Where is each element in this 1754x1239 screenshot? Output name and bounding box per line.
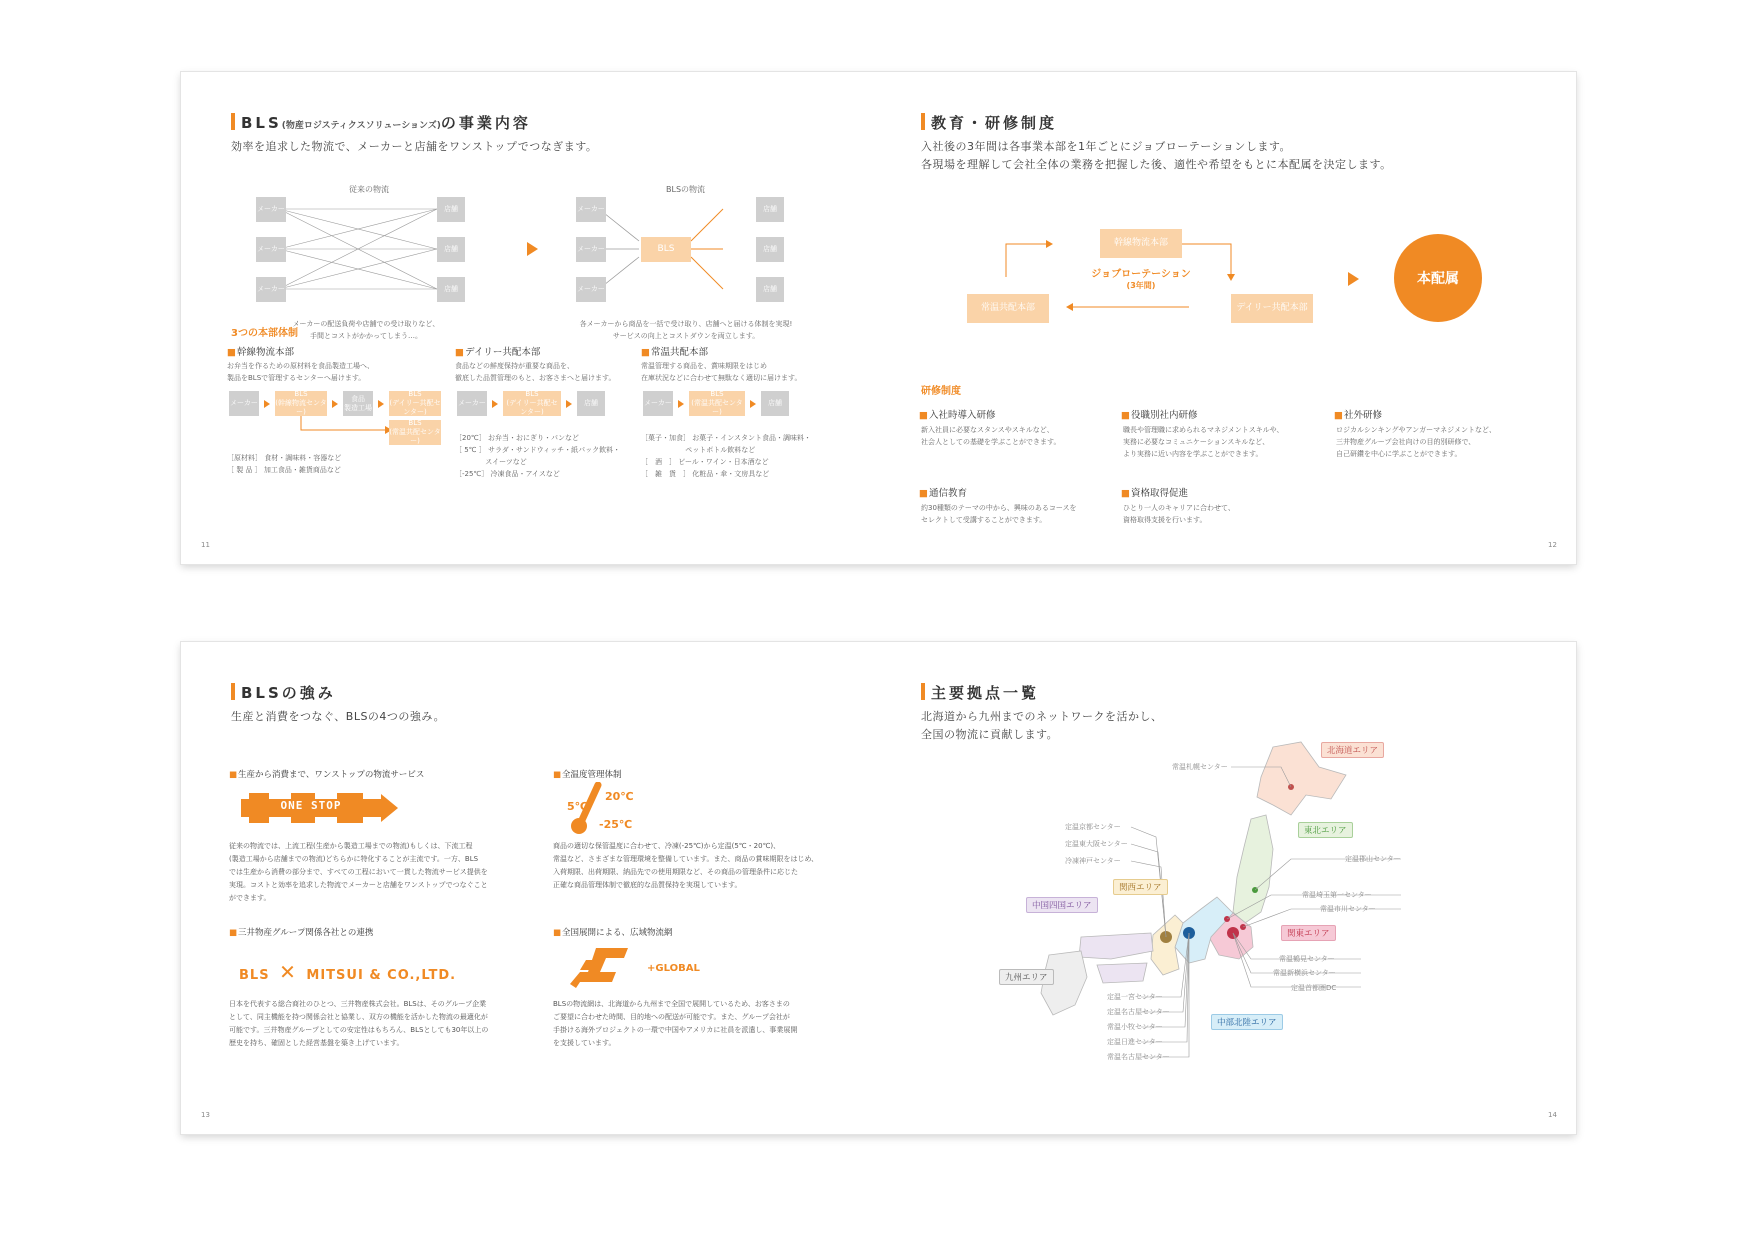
division-3-items [641, 432, 811, 480]
rotation-years: (3年間) [1126, 281, 1156, 290]
training-3-desc-2: 三井物産グループ会社向けの目的別研修で、 [1336, 438, 1476, 446]
map-tohoku [1233, 815, 1273, 923]
division-2-flow-bls: BLS (デイリー共配センター) [503, 391, 561, 416]
title-bls-fullname: (物産ロジスティクスソリューションズ) [281, 121, 441, 131]
page11-lead: 効率を追求した物流で、メーカーと店舗をワンストップでつなぎます。 [231, 140, 598, 153]
old-caption-line-1: メーカーの配送負荷や店舗での受け取りなど、 [292, 320, 440, 328]
division-1-branch-line [299, 416, 394, 436]
training-1-desc-1: 新入社員に必要なスタンスやスキルなど、 [921, 426, 1054, 434]
division-2-item-4: ［-25℃］ 冷凍食品・アイスなど [455, 470, 560, 478]
training-3-desc [1336, 424, 1496, 460]
center-kansai-1: 定温京都センター [1065, 823, 1121, 831]
one-stop-text: ONE STOP [280, 799, 342, 812]
strength-2-desc [553, 840, 818, 892]
center-kanto-bottom-3: 定温首都圏DC [1291, 984, 1337, 992]
to-final-arrow-icon [1348, 272, 1359, 286]
training-2-desc-3: より実務に近い内容を学ぶことができます。 [1123, 450, 1263, 458]
training-2-desc-1: 職長や管理職に求められるマネジメントスキルや、 [1123, 426, 1284, 434]
center-kansai-3: 冷凍神戸センター [1065, 857, 1121, 865]
training-1-desc-2: 社会人としての基礎を学ぶことができます。 [921, 438, 1061, 446]
strength-4-desc-4: を支援しています。 [553, 1039, 616, 1047]
strength-2-desc-2: 常温など、さまざまな管理環境を整備しています。また、商品の賞味期限をはじめ、 [553, 855, 819, 863]
strength-3-desc-2: として、同主機能を持つ関係会社と協業し、双方の機能を活かした物流の最適化が [229, 1013, 488, 1021]
temp-minus25: -25℃ [599, 818, 633, 831]
training-4-desc-1: 約30種類のテーマの中から、興味のあるコースを [921, 504, 1077, 512]
division-1-item-2: ［ 製 品 ］ 加工食品・雑貨商品など [227, 466, 341, 474]
strength-2-desc-1: 商品の適切な保管温度に合わせて、冷凍(-25℃)から定温(5℃・20℃)、 [553, 842, 781, 850]
division-1-desc-2: 製品をBLSで管理するセンターへ届けます。 [227, 374, 366, 382]
page14-title: 主要拠点一覧 [921, 682, 1039, 703]
division-1-items [227, 452, 341, 476]
training-5-desc-2: 資格取得支援を行います。 [1123, 516, 1207, 524]
division-1-flow-maker: メーカー [229, 391, 259, 416]
map-chugoku [1079, 933, 1153, 959]
flow-arrow-icon [678, 400, 684, 408]
bls-store-1: 店舗 [756, 197, 784, 222]
strength-3-desc-1: 日本を代表する総合商社のひとつ、三井物産株式会社。BLSは、そのグループ企業 [229, 1000, 487, 1008]
rot-arrow-1 [1006, 244, 1046, 277]
bls-out-lines [691, 209, 723, 289]
division-2-item-1: ［20℃］ お弁当・おにぎり・パンなど [455, 434, 579, 442]
old-maker-3: メーカー [256, 277, 286, 302]
flow-arrow-icon [264, 400, 270, 408]
division-1-flow-bls-daily: BLS (デイリー共配センター) [389, 390, 441, 416]
area-chubu: 中部北陸エリア [1211, 1014, 1283, 1030]
center-sapporo: 常温札幌センター [1172, 763, 1228, 771]
training-4-desc [921, 502, 1077, 526]
compare-arrow-icon [527, 242, 538, 256]
strength-1-desc-2: (製造工場から店舗までの物流)どちらかに特化することが主流です。一方、BLS [229, 855, 479, 863]
center-kansai-2: 定温東大阪センター [1065, 840, 1128, 848]
map-shikoku [1097, 963, 1147, 983]
bls-caption [576, 318, 796, 342]
page11-title [231, 112, 531, 133]
training-3-desc-1: ロジカルシンキングやアンガーマネジメントなど、 [1336, 426, 1496, 434]
spread-pages-13-14 [181, 642, 1576, 1134]
center-chubu-3: 常温小牧センター [1107, 1023, 1163, 1031]
page-number-13: 13 [201, 1111, 210, 1119]
area-tohoku: 東北エリア [1298, 822, 1353, 838]
division-3-name: ■ 常温共配本部 [641, 344, 708, 358]
bls-caption-line-2: サービスの向上とコストダウンを両立します。 [612, 332, 760, 340]
division-3-item-4: ［ 雑 貨 ］ 化粧品・傘・文房具など [641, 470, 770, 478]
page12-title: 教育・研修制度 [921, 112, 1057, 133]
title-bls: BLS [241, 114, 282, 132]
division-2-name: ■ デイリー共配本部 [455, 344, 540, 358]
division-2-flow-maker: メーカー [457, 391, 487, 416]
training-5-desc [1123, 502, 1235, 526]
temp-20: 20℃ [605, 790, 634, 803]
division-1-item-1: ［原材料］ 食材・調味料・容器など [227, 454, 342, 462]
division-3-desc [641, 360, 801, 384]
center-chubu-4: 定温日進センター [1107, 1038, 1163, 1046]
rotation-center-title: ジョブローテーション [1091, 269, 1191, 280]
global-network-icon [566, 944, 646, 992]
bls-logistics-label: BLSの物流 [666, 185, 706, 194]
strength-4-desc-1: BLSの物流網は、北海道から九州まで全国で展開しているため、お客さまの [553, 1000, 790, 1008]
training-2-desc-2: 実務に必要なコミュニケーションスキルなど、 [1123, 438, 1270, 446]
center-kanto-top-2: 常温市川センター [1320, 905, 1376, 913]
strength-4-desc [553, 998, 797, 1050]
training-4-name: ■ 通信教育 [919, 485, 967, 499]
rotation-ambient: 常温共配本部 [967, 294, 1049, 323]
division-1-desc-1: お弁当を作るための原材料を食品製造工場へ、 [227, 362, 374, 370]
center-chubu-1: 定温一宮センター [1107, 993, 1163, 1001]
area-kyushu: 九州エリア [999, 969, 1054, 985]
center-kanto-bottom-1: 常温鶴見センター [1279, 955, 1335, 963]
page13-lead: 生産と消費をつなぐ、BLSの4つの強み。 [231, 710, 446, 723]
page14-lead-1: 北海道から九州までのネットワークを活かし、 [921, 710, 1163, 723]
page-number-14: 14 [1548, 1111, 1557, 1119]
center-chubu-5: 常温名古屋センター [1107, 1053, 1170, 1061]
strength-1-desc-1: 従来の物流では、上流工程(生産から製造工場までの物流)もしくは、下流工程 [229, 842, 473, 850]
page12-lead [921, 138, 1392, 174]
division-3-flow-maker: メーカー [643, 391, 673, 416]
old-maker-2: メーカー [256, 237, 286, 262]
area-kansai: 関西エリア [1113, 879, 1168, 895]
flow-arrow-icon [566, 400, 572, 408]
division-2-desc-1: 食品などの鮮度保持が重要な商品を、 [455, 362, 574, 370]
old-maker-1: メーカー [256, 197, 286, 222]
strength-1-desc-3: では生産から消費の部分まで、すべての工程において一貫した物流サービス提供を [229, 868, 488, 876]
division-2-items [455, 432, 620, 480]
flow-arrow-icon [492, 400, 498, 408]
strength-2-desc-4: 正確な商品管理体制で徹底的な品質保持を実現しています。 [553, 881, 742, 889]
old-store-3: 店舗 [437, 277, 465, 302]
center-kanto-top-1: 常温埼玉第一センター [1302, 891, 1372, 899]
division-1-flow-factory: 食品 製造工場 [343, 391, 373, 416]
old-caption [281, 318, 451, 342]
old-store-1: 店舗 [437, 197, 465, 222]
cross-icon: ✕ [279, 960, 297, 984]
area-chugoku: 中国四国エリア [1026, 897, 1098, 913]
bls-hub: BLS [641, 237, 691, 262]
title-tail: の事業内容 [440, 114, 531, 132]
division-3-item-3: ［ 酒 ］ ビール・ワイン・日本酒など [641, 458, 769, 466]
strength-4-desc-2: ご要望に合わせた時間、目的地への配送が可能です。また、グループ会社が [553, 1013, 790, 1021]
structure-title: 3つの本部体制 [231, 328, 298, 339]
old-caption-line-2: 手間とコストがかかってしまう…。 [310, 332, 422, 340]
global-text: +GLOBAL [647, 963, 700, 974]
division-2-flow-store: 店舗 [577, 391, 605, 416]
rotation-trunk: 幹線物流本部 [1100, 229, 1182, 258]
page12-lead-1: 入社後の3年間は各事業本部を1年ごとにジョブローテーションします。 [921, 140, 1291, 153]
bls-store-3: 店舗 [756, 277, 784, 302]
rotation-daily: デイリー共配本部 [1231, 294, 1313, 323]
page12-lead-2: 各現場を理解して会社全体の業務を把握した後、適性や希望をもとに本配属を決定します。 [921, 158, 1392, 171]
training-4-desc-2: セレクトして受講することができます。 [921, 516, 1047, 524]
page13-title: BLSの強み [231, 682, 336, 703]
bls-store-2: 店舗 [756, 237, 784, 262]
training-2-desc [1123, 424, 1284, 460]
center-koriyama: 定温郡山センター [1345, 855, 1401, 863]
spread-pages-11-12 [181, 72, 1576, 564]
area-kanto: 関東エリア [1281, 925, 1336, 941]
strength-1-name: ■ 生産から消費まで、ワンストップの物流サービス [229, 768, 424, 780]
training-1-name: ■ 入社時導入研修 [919, 407, 996, 421]
division-3-flow-bls: BLS (常温共配センター) [689, 391, 745, 416]
training-5-name: ■ 資格取得促進 [1121, 485, 1188, 499]
bls-maker-2: メーカー [576, 237, 606, 262]
division-3-desc-1: 常温管理する商品を、賞味期限をはじめ [641, 362, 767, 370]
division-2-desc-2: 徹底した品質管理のもと、お客さまへと届けます。 [455, 374, 616, 382]
flow-arrow-icon [750, 400, 756, 408]
old-cross-lines [279, 209, 437, 289]
strength-3-desc-3: 可能です。三井物産グループとしての安定性はもちろん、BLSとしても30年以上の [229, 1026, 489, 1034]
partner-bls: BLS [239, 968, 270, 983]
strength-2-desc-3: 入荷期限、出荷期限、納品先での使用期限など、その商品の管理条件に応じた [553, 868, 798, 876]
division-1-desc [227, 360, 374, 384]
bls-maker-3: メーカー [576, 277, 606, 302]
division-1-flow-bls-ambient: BLS (常温共配センター) [389, 419, 441, 445]
strength-3-desc [229, 998, 488, 1050]
strength-1-desc-4: 実現。コストと効率を追求した物流でメーカーと店舗をワンストップでつなぐこと [229, 881, 488, 889]
center-kanto-bottom-2: 常温新横浜センター [1273, 969, 1336, 977]
division-1-name: ■ 幹線物流本部 [227, 344, 294, 358]
strength-1-desc-5: ができます。 [229, 894, 271, 902]
division-3-item-2: ペットボトル飲料など [641, 446, 756, 454]
final-assignment-circle: 本配属 [1394, 234, 1482, 322]
division-1-flow-bls-trunk: BLS (幹線物流センター) [275, 390, 327, 416]
flow-arrow-icon [378, 400, 384, 408]
training-title: 研修制度 [921, 386, 961, 397]
strength-1-desc [229, 840, 488, 905]
temp-5: 5℃ [567, 800, 588, 813]
partnership-logo [239, 960, 456, 984]
division-2-desc [455, 360, 615, 384]
strength-4-desc-3: 手掛ける海外プロジェクトの一環で中国やアメリカに社員を派遣し、事業展開 [553, 1026, 798, 1034]
area-hokkaido: 北海道エリア [1321, 742, 1384, 758]
strength-3-desc-4: 歴史を持ち、確固とした経営基盤を築き上げています。 [229, 1039, 404, 1047]
division-3-item-1: ［菓子・加食］ お菓子・インスタント食品・調味料・ [641, 434, 812, 442]
page-number-11: 11 [201, 541, 210, 549]
strength-4-name: ■ 全国展開による、広域物流網 [553, 926, 673, 938]
division-3-desc-2: 在庫状況などに合わせて無駄なく適切に届けます。 [641, 374, 802, 382]
strength-3-name: ■ 三井物産グループ関係各社との連携 [229, 926, 373, 938]
division-2-item-3: スイーツなど [455, 458, 527, 466]
division-3-flow-store: 店舗 [761, 391, 789, 416]
flow-arrow-icon [332, 400, 338, 408]
training-3-desc-3: 自己研鑽を中心に学ぶことができます。 [1336, 450, 1462, 458]
strength-2-name: ■ 全温度管理体制 [553, 768, 622, 780]
training-2-name: ■ 役職別社内研修 [1121, 407, 1198, 421]
center-chubu-2: 定温名古屋センター [1107, 1008, 1170, 1016]
rotation-center-label [1081, 265, 1201, 291]
bls-maker-1: メーカー [576, 197, 606, 222]
bls-caption-line-1: 各メーカーから商品を一括で受け取り、店舗へと届ける体制を実現! [579, 320, 793, 328]
page14-lead-2: 全国の物流に貢献します。 [921, 728, 1059, 741]
training-1-desc [921, 424, 1060, 448]
division-2-item-2: ［ 5℃ ］ サラダ・サンドウィッチ・紙パック飲料・ [455, 446, 621, 454]
old-store-2: 店舗 [437, 237, 465, 262]
training-3-name: ■ 社外研修 [1334, 407, 1382, 421]
partner-mitsui: MITSUI & CO.,LTD. [306, 968, 457, 983]
training-5-desc-1: ひとり一人のキャリアに合わせて、 [1123, 504, 1235, 512]
old-logistics-label: 従来の物流 [349, 185, 389, 194]
page-number-12: 12 [1548, 541, 1557, 549]
